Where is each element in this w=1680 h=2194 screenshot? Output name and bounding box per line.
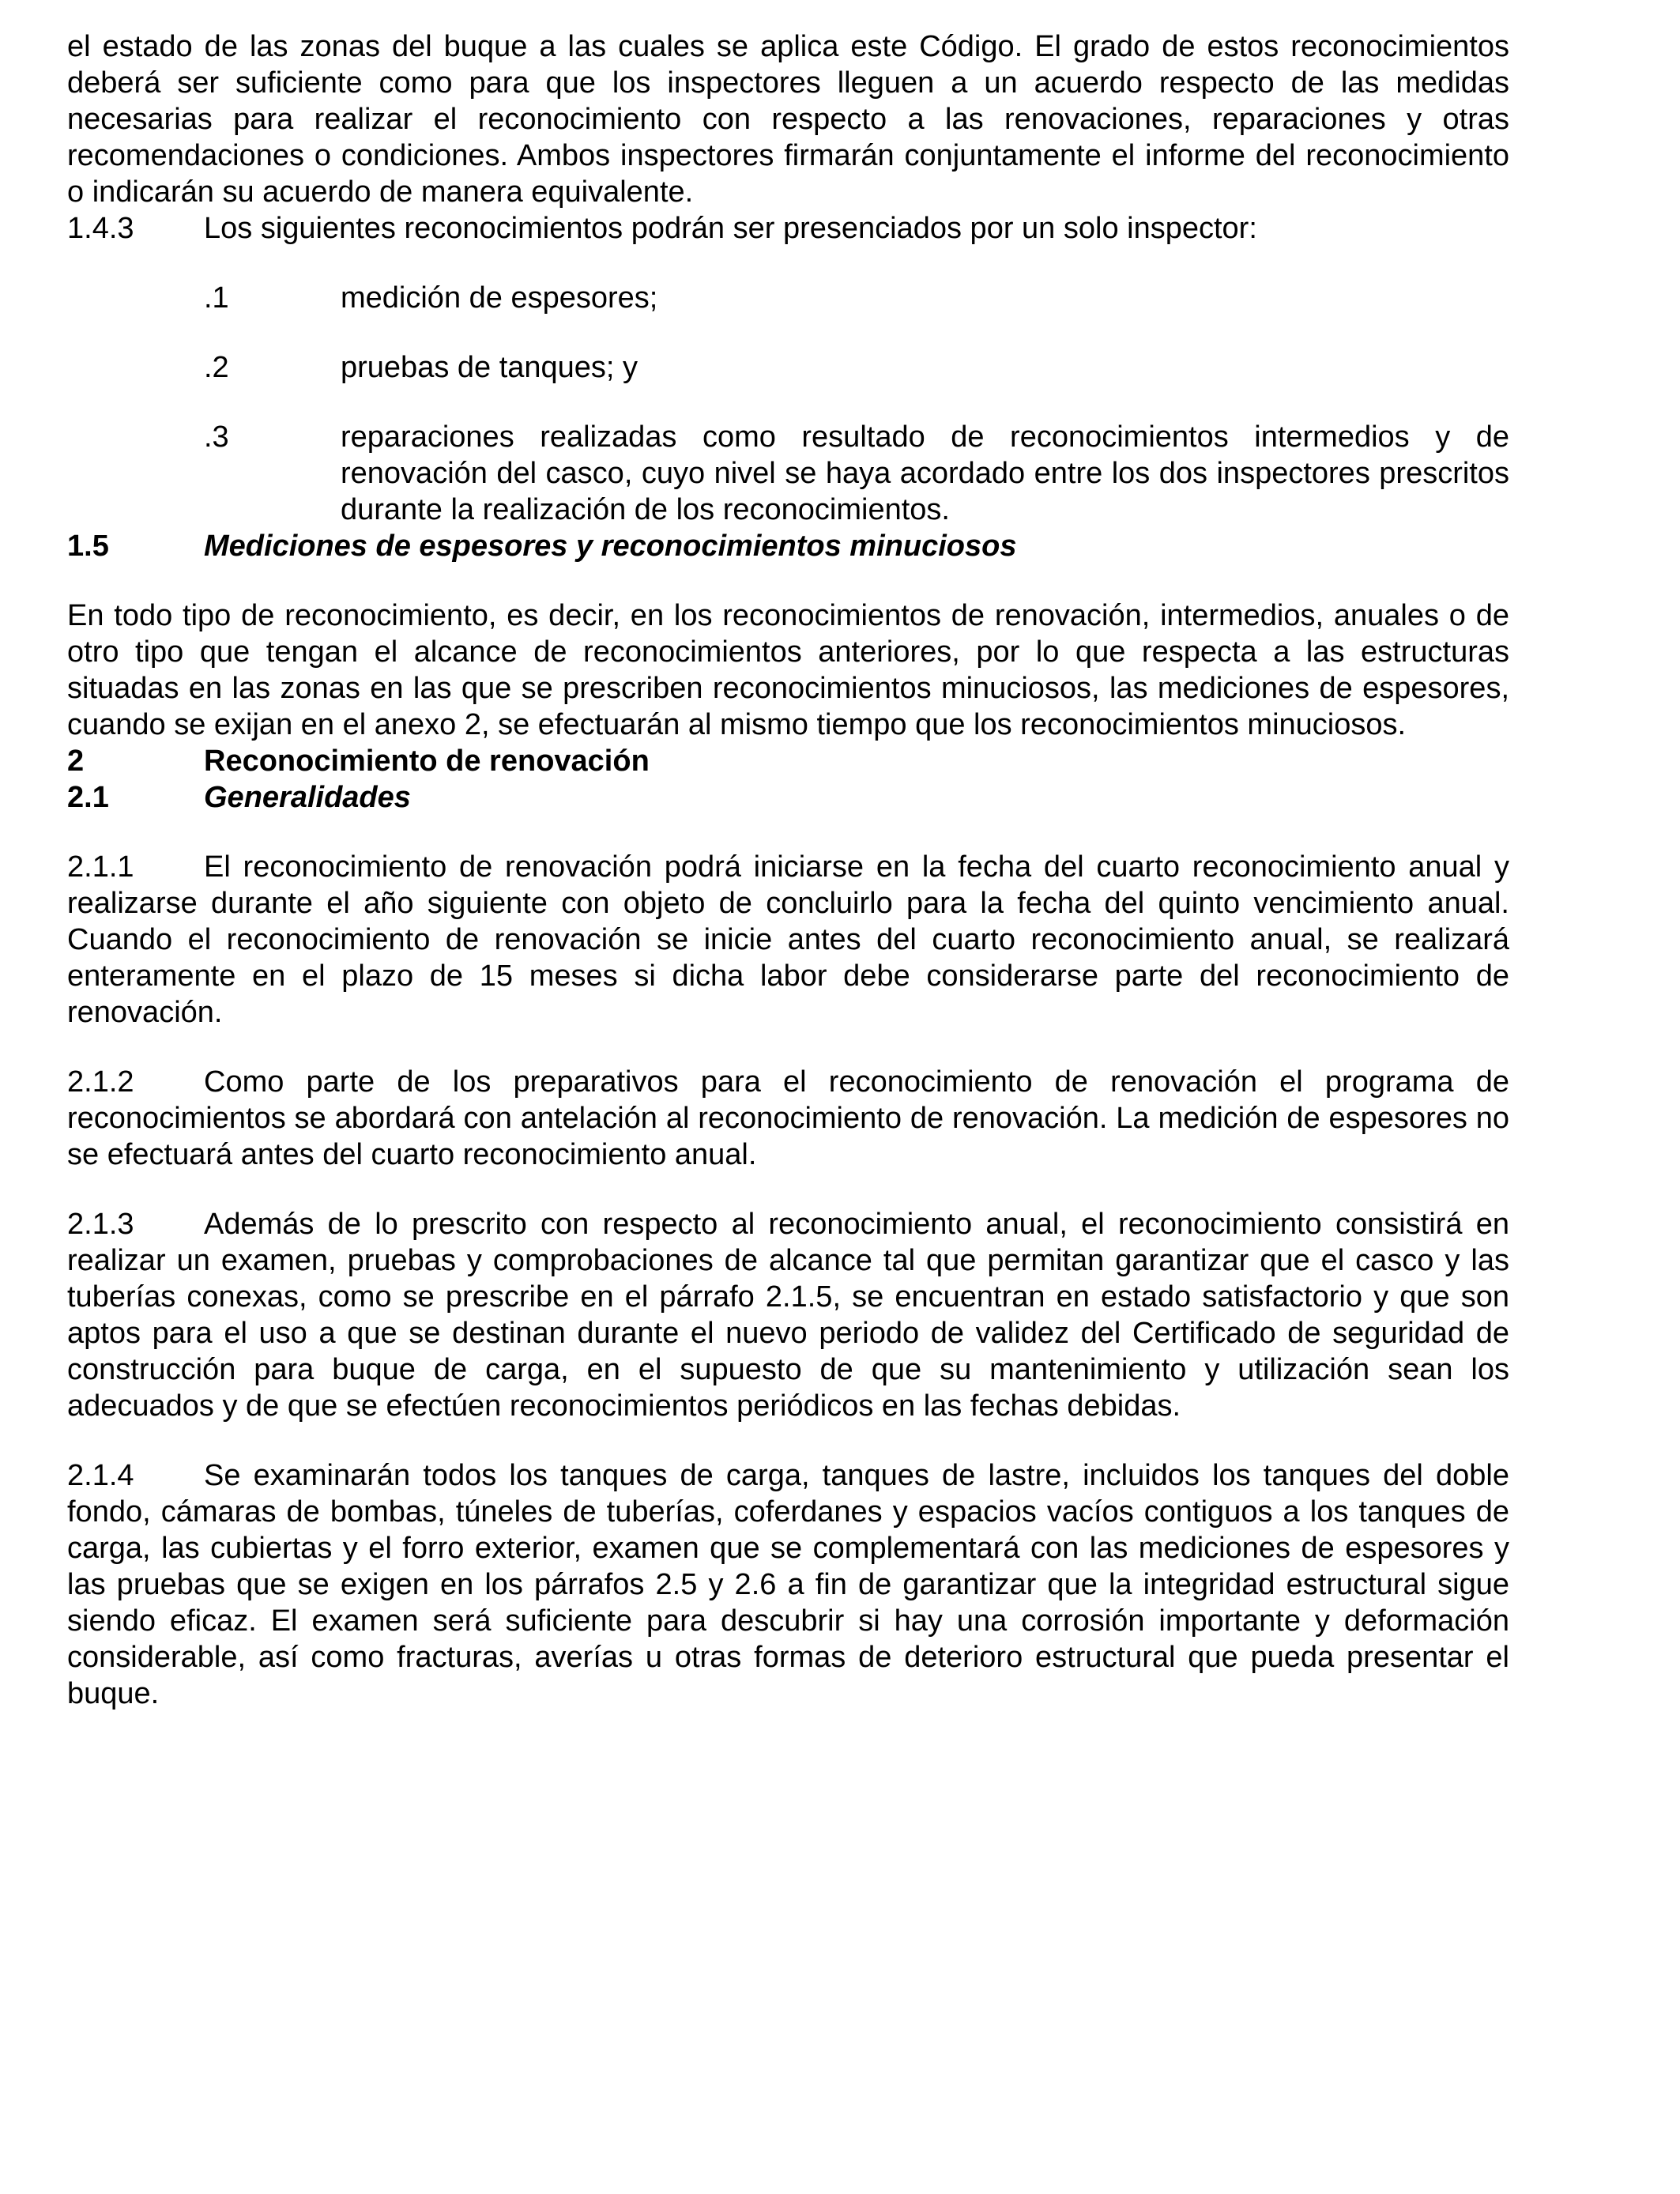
section-text: Los siguientes reconocimientos podrán ser presenciados por un solo inspector:: [204, 212, 1257, 245]
section-1-5-paragraph: En todo tipo de reconocimiento, es decir, en los reconocimientos de renovación, intermedios, anuales o de otro tipo que tengan el alcance de reconocimientos anteriores, por lo que respecta a las estructuras situadas en las zonas en las que se prescriben reconocimientos minuciosos, las mediciones de espesores, cuando se exijan en el anexo 2, se efectuarán al mismo tiempo que los reconocimientos minuciosos.: [67, 599, 1509, 741]
list-item: [204, 419, 1509, 528]
item-number: .2: [204, 351, 229, 384]
list-item: [204, 280, 1509, 316]
paragraph-text: Se examinarán todos los tanques de carga, tanques de lastre, incluidos los tanques del doble fondo, cámaras de bombas, túneles de tuberías, coferdanes y espacios vacíos contiguos a los tanques de carga, las cubiertas y el forro exterior, examen que se complementará con las mediciones de espesores y las pruebas que se exigen en los párrafos 2.5 y 2.6 a fin de garantizar que la integridad estructural sigue siendo eficaz. El examen será suficiente para descubrir si hay una corrosión importante y deformación considerable, así como fracturas, averías u otras formas de deterioro estructural que pueda presentar el buque.: [67, 1459, 1509, 1710]
paragraph-2-1-3: [67, 1206, 1509, 1424]
list-item: [204, 349, 1509, 386]
item-text: medición de espesores;: [341, 281, 658, 315]
heading-number: 2: [67, 745, 85, 778]
intro-paragraph: el estado de las zonas del buque a las cuales se aplica este Código. El grado de estos reconocimientos deberá ser suficiente como para que los inspectores lleguen a un acuerdo respecto de las medidas necesarias para realizar el reconocimiento con respecto a las renovaciones, reparaciones y otras recomendaciones o condiciones. Ambos inspectores firmarán conjuntamente el informe del reconocimiento o indicarán su acuerdo de manera equivalente.: [67, 30, 1509, 209]
paragraph-text: El reconocimiento de renovación podrá iniciarse en la fecha del cuarto reconocimiento anual y realizarse durante el año siguiente con objeto de concluirlo para la fecha del quinto vencimiento anual. Cuando el reconocimiento de renovación se inicie antes del cuarto reconocimiento anual, se realizará enteramente en el plazo de 15 meses si dicha labor debe considerarse parte del reconocimiento de renovación.: [67, 850, 1509, 1029]
document-page: [67, 28, 1509, 1712]
heading-title: Generalidades: [204, 781, 411, 814]
paragraph-number: 2.1.1: [67, 850, 134, 884]
item-text: reparaciones realizadas como resultado de reconocimientos intermedios y de renovación del casco, cuyo nivel se haya acordado entre los dos inspectores prescritos durante la realización de los reconocimientos.: [341, 420, 1509, 526]
item-text: pruebas de tanques; y: [341, 351, 638, 384]
item-number: .1: [204, 281, 229, 315]
paragraph-number: 2.1.4: [67, 1459, 134, 1492]
item-number: .3: [204, 420, 229, 454]
paragraph-text: Además de lo prescrito con respecto al reconocimiento anual, el reconocimiento consistirá en realizar un examen, pruebas y comprobaciones de alcance tal que permitan garantizar que el casco y las tuberías conexas, como se prescribe en el párrafo 2.1.5, se encuentran en estado satisfactorio y que son aptos para el uso a que se destinan durante el nuevo periodo de validez del Certificado de seguridad de construcción para buque de carga, en el supuesto de que su mantenimiento y utilización sean los adecuados y de que se efectúen reconocimientos periódicos en las fechas debidas.: [67, 1208, 1509, 1423]
heading-title: Mediciones de espesores y reconocimientos minuciosos: [204, 530, 1017, 563]
section-1-4-3: [67, 210, 1509, 247]
paragraph-number: 2.1.2: [67, 1065, 134, 1099]
paragraph-2-1-4: [67, 1457, 1509, 1712]
heading-2-1: [67, 779, 1509, 816]
heading-number: 1.5: [67, 530, 109, 563]
heading-number: 2.1: [67, 781, 109, 814]
heading-2: [67, 743, 1509, 779]
paragraph-text: Como parte de los preparativos para el reconocimiento de renovación el programa de reconocimientos se abordará con antelación al reconocimiento de renovación. La medición de espesores no se efectuará antes del cuarto reconocimiento anual.: [67, 1065, 1509, 1171]
heading-1-5: [67, 528, 1509, 564]
section-number: 1.4.3: [67, 212, 134, 245]
heading-title: Reconocimiento de renovación: [204, 745, 650, 778]
paragraph-2-1-2: [67, 1064, 1509, 1173]
paragraph-number: 2.1.3: [67, 1208, 134, 1241]
paragraph-2-1-1: [67, 849, 1509, 1031]
